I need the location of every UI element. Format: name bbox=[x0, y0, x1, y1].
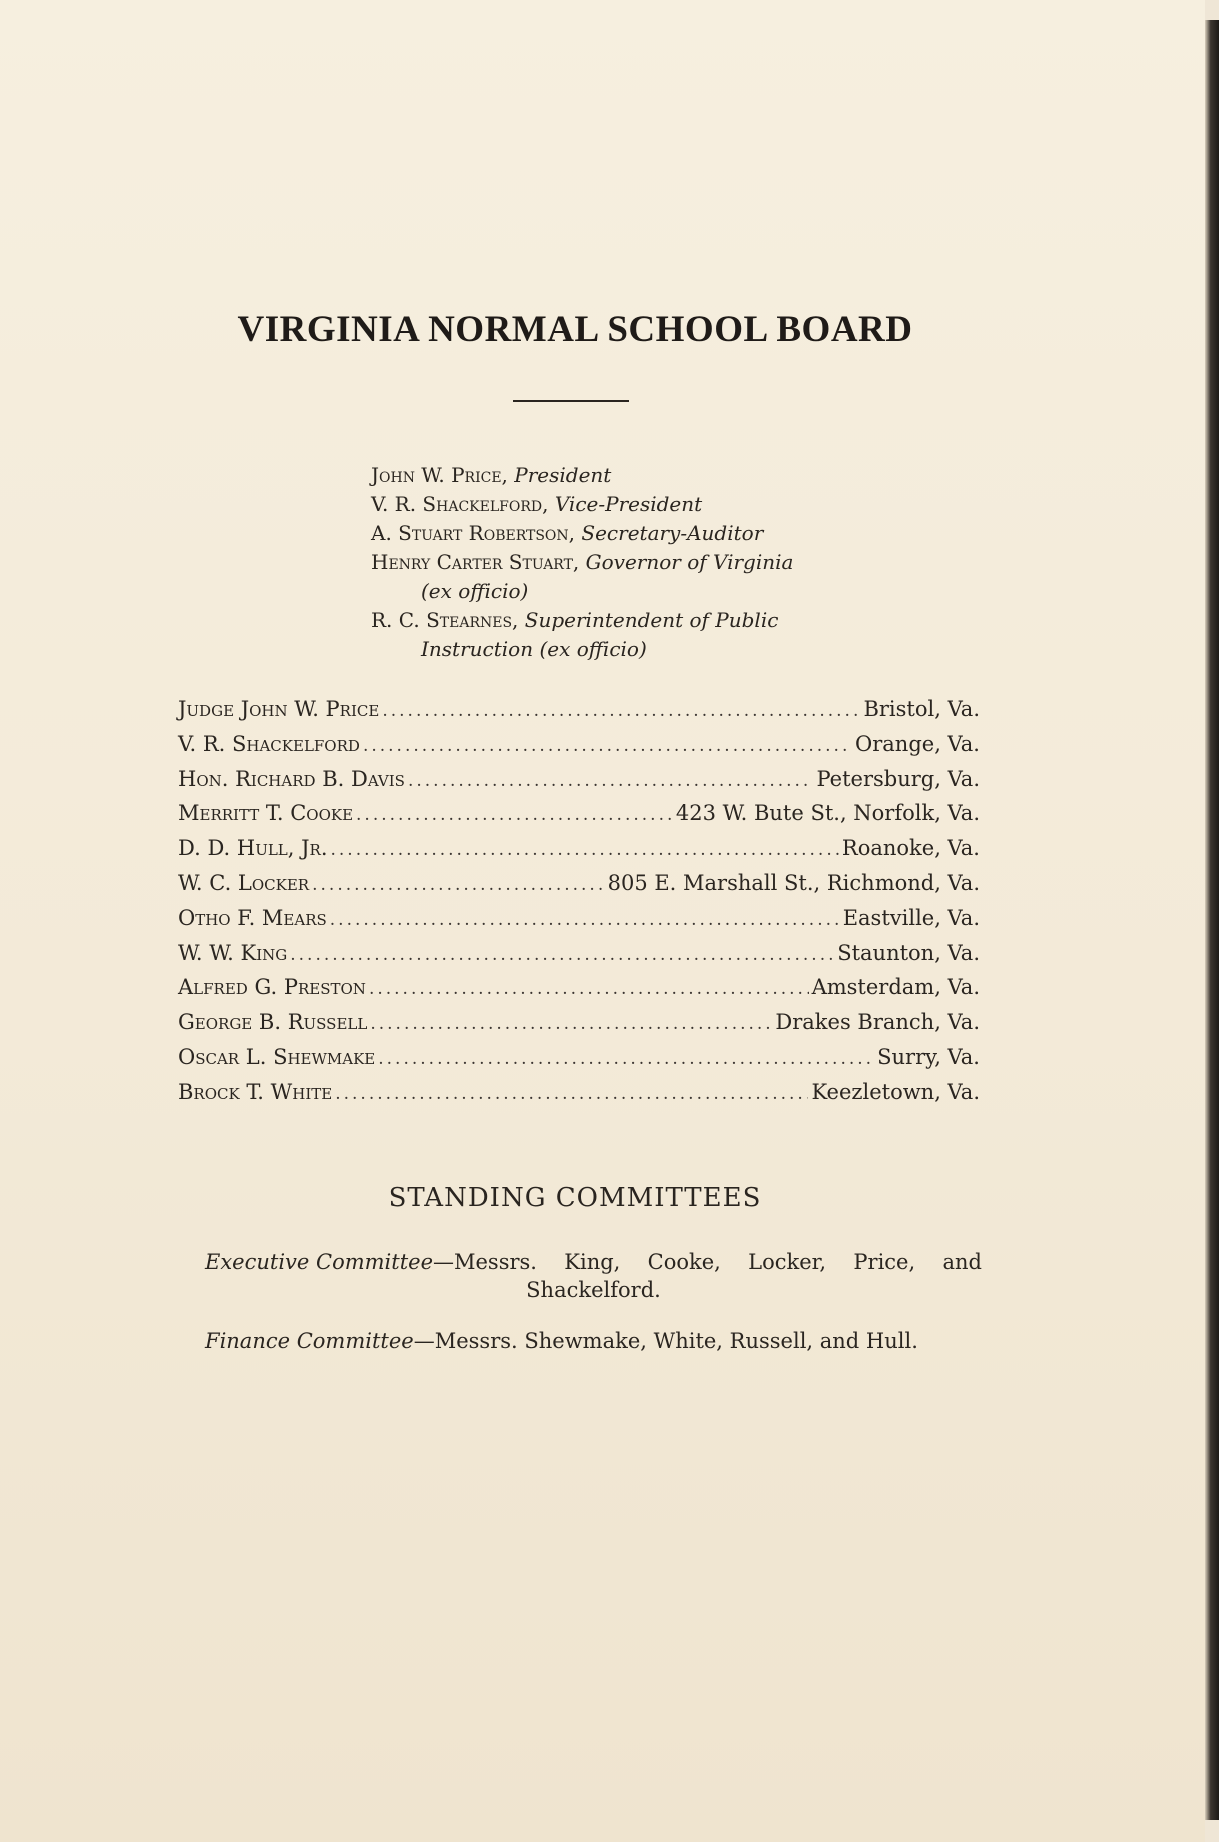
page-title: VIRGINIA NORMAL SCHOOL BOARD bbox=[237, 309, 913, 350]
member-name: Oscar L. Shewmake bbox=[178, 1044, 376, 1069]
officer-role: Governor of Virginia bbox=[585, 550, 794, 574]
member-name: Hon. Richard B. Davis bbox=[178, 766, 405, 791]
list-item bbox=[178, 906, 980, 941]
member-location: Bristol, Va. bbox=[863, 697, 980, 721]
member-location: Amsterdam, Va. bbox=[811, 975, 980, 1000]
member-name: Merritt T. Cooke bbox=[178, 801, 354, 826]
officer-superintendent bbox=[371, 606, 931, 635]
executive-committee bbox=[205, 1248, 982, 1304]
officer-name: V. R. Shackelford, bbox=[371, 492, 549, 516]
section-heading-standing-committees: STANDING COMMITTEES bbox=[388, 1183, 762, 1213]
member-location: Keezletown, Va. bbox=[811, 1079, 980, 1104]
committee-word: Cooke, bbox=[647, 1250, 721, 1274]
list-item bbox=[178, 975, 980, 1010]
list-item bbox=[178, 732, 980, 767]
officer-role: Vice-President bbox=[554, 492, 703, 516]
officer-president bbox=[371, 461, 931, 490]
list-item bbox=[178, 836, 980, 871]
member-name: Judge John W. Price bbox=[178, 697, 380, 721]
officer-name: R. C. Stearnes, bbox=[371, 608, 519, 632]
dot-leader bbox=[382, 701, 860, 721]
list-item bbox=[178, 1080, 980, 1115]
executive-committee-line bbox=[205, 1248, 982, 1276]
officer-secretary-auditor bbox=[371, 519, 931, 548]
executive-committee-label: Executive Committee bbox=[205, 1250, 433, 1274]
member-location: Staunton, Va. bbox=[837, 940, 980, 965]
officer-governor-note: (ex officio) bbox=[421, 579, 529, 603]
dot-leader bbox=[330, 910, 840, 930]
officer-superintendent-role-continued: Instruction (ex officio) bbox=[421, 637, 647, 661]
list-item bbox=[178, 871, 980, 906]
member-location: Surry, Va. bbox=[877, 1044, 980, 1069]
member-name: W. W. King bbox=[178, 940, 288, 965]
member-name: George B. Russell bbox=[178, 1010, 368, 1035]
list-item bbox=[178, 767, 980, 802]
member-name: Alfred G. Preston bbox=[178, 975, 366, 1000]
page-edge-shadow bbox=[1205, 20, 1219, 1820]
dot-leader bbox=[370, 1014, 772, 1034]
dot-leader bbox=[335, 1084, 808, 1104]
officers-list bbox=[371, 461, 931, 664]
committee-word: —Messrs. bbox=[433, 1250, 537, 1274]
member-location: Orange, Va. bbox=[855, 731, 980, 756]
member-location: 423 W. Bute St., Norfolk, Va. bbox=[675, 801, 980, 826]
officer-role: Superintendent of Public bbox=[524, 608, 779, 632]
officer-name: Henry Carter Stuart, bbox=[371, 550, 580, 574]
member-location: Eastville, Va. bbox=[842, 905, 980, 930]
list-item bbox=[178, 697, 980, 732]
executive-committee-continuation: Shackelford. bbox=[526, 1278, 661, 1302]
officer-vice-president bbox=[371, 490, 931, 519]
member-location: Petersburg, Va. bbox=[816, 766, 980, 791]
member-name: Brock T. White bbox=[178, 1079, 333, 1104]
dot-leader bbox=[312, 875, 604, 895]
members-list bbox=[178, 697, 980, 1115]
finance-committee-label: Finance Committee bbox=[205, 1329, 414, 1353]
member-location: 805 E. Marshall St., Richmond, Va. bbox=[607, 870, 980, 895]
officer-name: John W. Price, bbox=[371, 463, 508, 487]
committee-word: and bbox=[942, 1250, 982, 1274]
executive-committee-lead bbox=[205, 1248, 537, 1276]
committee-word: Locker, bbox=[748, 1250, 827, 1274]
dot-leader bbox=[356, 805, 673, 825]
list-item bbox=[178, 801, 980, 836]
dot-leader bbox=[363, 736, 852, 756]
member-location: Drakes Branch, Va. bbox=[775, 1010, 980, 1035]
dot-leader bbox=[331, 840, 839, 860]
member-name: Otho F. Mears bbox=[178, 905, 327, 930]
dot-leader bbox=[408, 771, 814, 791]
finance-committee-members: —Messrs. Shewmake, White, Russell, and Hull. bbox=[413, 1329, 918, 1353]
committee-word: Price, bbox=[853, 1250, 916, 1274]
finance-committee bbox=[205, 1327, 982, 1355]
member-name: V. R. Shackelford bbox=[178, 731, 360, 756]
list-item bbox=[178, 941, 980, 976]
list-item bbox=[178, 1045, 980, 1080]
dot-leader bbox=[378, 1049, 874, 1069]
member-name: W. C. Locker bbox=[178, 870, 310, 895]
list-item bbox=[178, 1010, 980, 1045]
member-name: D. D. Hull, Jr. bbox=[178, 836, 328, 861]
officer-role: Secretary-Auditor bbox=[581, 521, 764, 545]
committee-word: King, bbox=[564, 1250, 621, 1274]
dot-leader bbox=[369, 979, 809, 999]
member-location: Roanoke, Va. bbox=[841, 836, 980, 861]
dot-leader bbox=[290, 945, 834, 965]
officer-governor bbox=[371, 548, 931, 577]
title-divider bbox=[513, 400, 629, 402]
officer-role: President bbox=[514, 463, 612, 487]
officer-name: A. Stuart Robertson, bbox=[371, 521, 576, 545]
